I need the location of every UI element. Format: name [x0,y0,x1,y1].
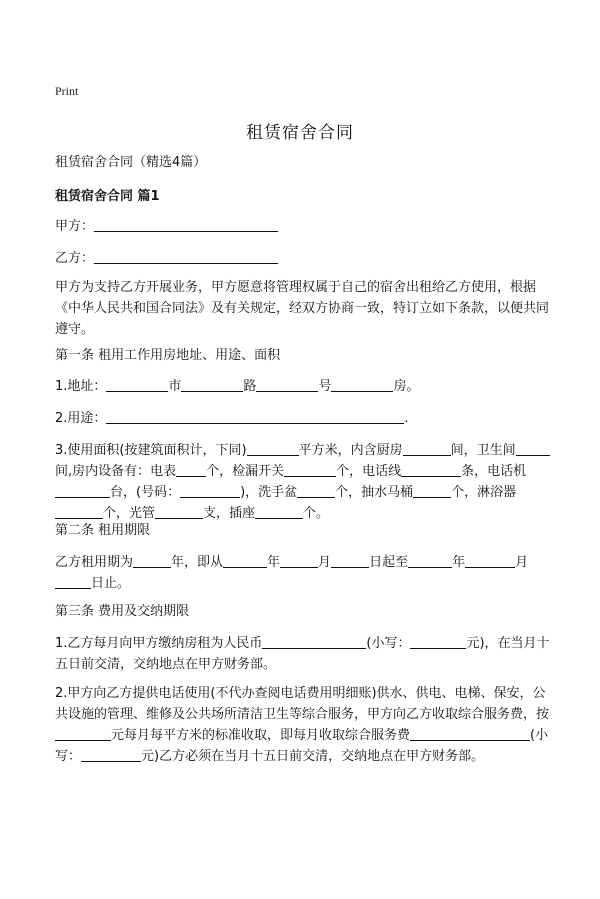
term-text: 年 [267,555,281,570]
term-clause [55,552,555,594]
blank [155,503,203,519]
blank [413,482,451,498]
area-text: 个。 [303,506,330,521]
blank [331,376,393,392]
rent-text: 1.乙方每月向甲方缴纳房租为人民币 [55,636,263,651]
article-3-title: 第三条 费用及交纳期限 [55,604,190,619]
area-text: 间，卫生间 [450,443,516,458]
section-title: 租赁宿舍合同 篇1 [55,189,160,204]
rent-text: 元)，在当月十五日前交清，交纳地点在甲方财务部。 [55,636,550,672]
article-1-title: 第一条 租用工作用房地址、用途、面积 [55,348,281,363]
blank [55,573,91,589]
area-text: 平方米，内含厨房 [298,443,403,458]
party-b-blank [94,248,278,264]
document-title: 租赁宿舍合同 [246,123,354,143]
blank [410,633,466,649]
phone-text: 元每月每平方米的标准收取，即每月收取综合服务费 [111,728,411,743]
term-text: 年，即从 [171,555,224,570]
area-clause [55,440,555,524]
address-number: 号 [318,379,332,394]
term-text: 月 [515,555,529,570]
blank [297,482,335,498]
blank [331,552,369,568]
area-text: 间,房内设备有：电表 [55,464,177,479]
area-text: 3.使用面积(按建筑面积计，下同) [55,443,247,458]
phone-service-clause [55,683,555,767]
blank [410,725,530,741]
party-b-label: 乙方： [55,251,95,266]
blank [223,552,267,568]
term-text: 乙方租用期为 [55,555,134,570]
blank [55,482,110,498]
address-room: 房。 [393,379,420,394]
blank [106,376,168,392]
print-label: Print [55,84,79,98]
address-clause [55,376,555,397]
address-road: 路 [243,379,257,394]
blank [55,725,111,741]
blank [280,552,318,568]
area-text: 个，光管 [103,506,156,521]
use-prefix: 2.用途： [55,411,107,426]
phone-text: 元)乙方必须在当月十五日前交清，交纳地点在甲方财务部。 [141,749,485,764]
address-prefix: 1.地址： [55,379,107,394]
use-clause [55,408,555,429]
blank [55,503,103,519]
rent-clause [55,633,555,675]
area-text: 台，(号码： [110,485,181,500]
area-text: 个，抽水马桶 [335,485,414,500]
term-text: 年 [452,555,466,570]
intro-paragraph: 甲方为支持乙方开展业务，甲方愿意将管理权属于自己的宿舍出租给乙方使用，根据《中华人民共和国合同法》及有关规定，经双方协商一致，特订立如下条款，以便共同遵守。 [55,280,550,337]
blank [262,633,366,649]
area-text: 个，淋浴器 [451,485,517,500]
blank [106,408,404,424]
area-text: 个，电话线 [336,464,402,479]
party-a-blank [94,216,278,232]
blank [176,461,206,477]
area-text: 支，插座 [203,506,256,521]
area-text: 条，电话机 [461,464,527,479]
phone-text: 2.甲方向乙方提供电话使用(不代办查阅电话费用明细账)供水、供电、电梯、保安，公共设施的管理、维修及公共场所清洁卫生等综合服务，甲方向乙方收取综合服务费，按 [55,686,550,722]
blank [255,503,303,519]
phone-text: (小写： [55,728,549,764]
blank [465,552,515,568]
blank [408,552,452,568]
blank [256,376,318,392]
blank [516,440,550,456]
party-a-line [55,216,555,237]
blank [180,482,240,498]
party-b-line [55,248,555,269]
area-text: 个，检漏开关 [206,464,285,479]
blank [284,461,336,477]
term-text: 日起至 [369,555,409,570]
use-suffix: . [404,411,409,426]
blank [133,552,171,568]
blank [403,440,451,456]
article-2-title: 第二条 租用期限 [55,523,151,538]
area-text: )，洗手盆 [240,485,298,500]
term-text: 月 [318,555,332,570]
address-city: 市 [168,379,182,394]
blank [247,440,299,456]
document-subtitle: 租赁宿舍合同（精选4篇） [55,155,207,170]
term-text: 日止。 [91,576,131,591]
blank [401,461,461,477]
party-a-label: 甲方： [55,219,95,234]
blank [81,746,141,762]
rent-text: (小写： [366,636,411,651]
blank [181,376,243,392]
